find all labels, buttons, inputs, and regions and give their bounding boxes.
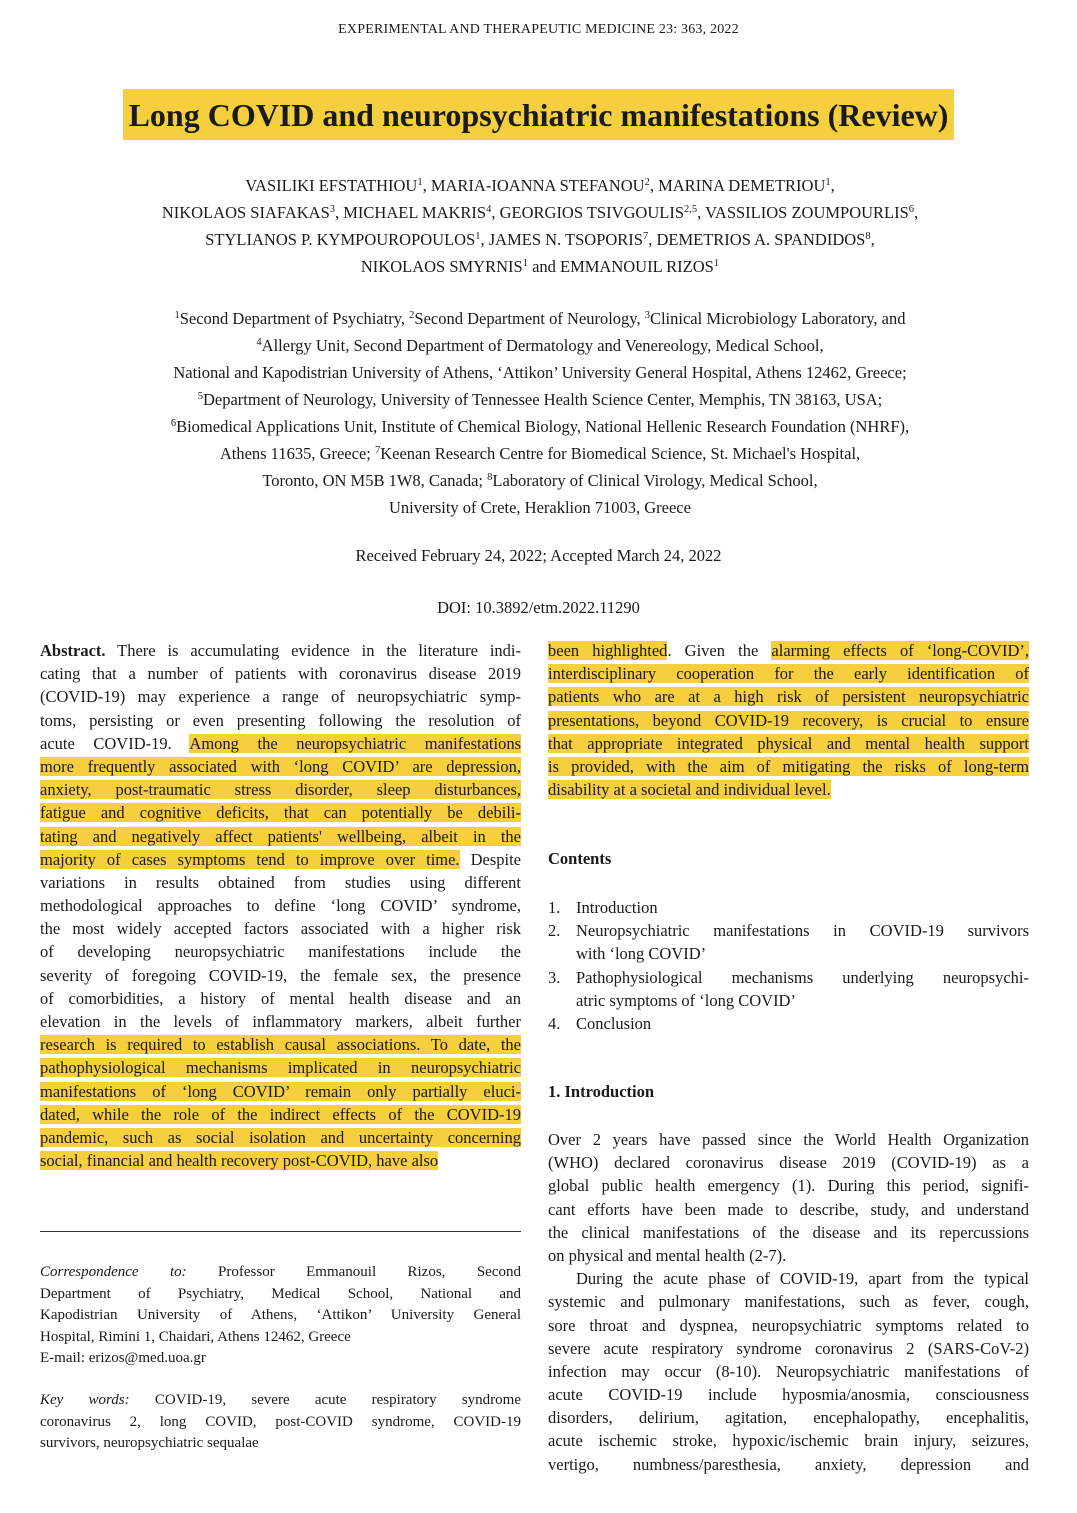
contents-item-text: Conclusion [576, 1013, 652, 1033]
correspondence-text: Kapodistrian University of Athens, ‘Attikon’ University General [40, 1307, 521, 1323]
abstract-text: toms, persisting or even presenting following the resolution of [40, 710, 521, 730]
highlighted-text: is provided, with the aim of mitigating the risks of long-term [548, 756, 1029, 776]
affiliation-mark: 1 [174, 310, 180, 321]
affiliation-mark: 6 [170, 418, 177, 429]
affiliation-line [40, 494, 1040, 521]
affiliation-text: Athens 11635, Greece; [219, 444, 375, 463]
abstract-line [40, 825, 521, 848]
abstract-line [40, 917, 521, 940]
abstract-line [40, 1149, 521, 1172]
author-name: STYLIANOS P. KYMPOUROPOULOS [205, 230, 476, 249]
introduction-line: severe acute respiratory syndrome coronavirus 2 (SARS-CoV-2) [548, 1338, 1029, 1358]
affiliation-mark: 8 [865, 231, 871, 242]
affiliation-line [40, 467, 1040, 494]
correspondence-line [40, 1348, 521, 1370]
abstract-text: cating that a number of patients with coronavirus disease 2019 [40, 664, 521, 684]
correspondence-line [40, 1284, 521, 1306]
abstract-label: Abstract. [40, 641, 106, 660]
highlighted-text: dated, while the role of the indirect effects of the COVID-19 [40, 1104, 521, 1124]
contents-item-text: Neuropsychiatric manifestations in COVID-19 survivors [576, 921, 1029, 941]
abstract-text: of comorbidities, a history of mental health disease and an [40, 988, 521, 1008]
abstract-line [40, 987, 521, 1010]
abstract-text: variations in results obtained from studies using different [40, 872, 521, 892]
affiliation-text: Keenan Research Centre for Biomedical Science, St. Michael's Hospital, [380, 444, 861, 463]
affiliation-text: Second Department of Psychiatry, [179, 309, 410, 328]
abstract-left-column [40, 639, 521, 1172]
highlighted-text: pandemic, such as social isolation and uncertainty concerning [40, 1127, 521, 1147]
highlighted-text: more frequently associated with ‘long COVID’ are depression, [40, 756, 521, 776]
keywords-line [40, 1433, 521, 1455]
affiliation-mark: 1 [522, 258, 528, 269]
affiliation-text: Second Department of Neurology, [414, 309, 645, 328]
abstract-line [548, 732, 1029, 755]
abstract-line [40, 1103, 521, 1126]
affiliation-line [40, 359, 1040, 386]
introduction-line: cant efforts have been made to describe, study, and understand [548, 1199, 1029, 1219]
introduction-line: acute COVID-19 include hyposmia/anosmia, consciousness [548, 1385, 1029, 1405]
abstract-line [548, 755, 1029, 778]
affiliation-text: University of Crete, Heraklion 71003, Greece [389, 498, 691, 517]
contents-item [548, 966, 1029, 1012]
affiliation-mark: 1 [475, 231, 481, 242]
author-line [40, 226, 1040, 253]
running-header: EXPERIMENTAL AND THERAPEUTIC MEDICINE 23: 363, 2022 [338, 22, 739, 37]
contents-item-text: with ‘long COVID’ [576, 944, 707, 964]
footnote-divider [40, 1231, 521, 1232]
introduction-body [548, 1128, 1029, 1476]
author-line [40, 172, 1040, 199]
affiliation-mark: 4 [256, 337, 262, 348]
introduction-line: acute ischemic stroke, hypoxic/ischemic brain injury, seizures, [548, 1431, 1029, 1451]
keywords-label: Key words: [40, 1392, 130, 1408]
affiliation-text: Clinical Microbiology Laboratory, and [649, 309, 906, 328]
abstract-line [40, 778, 521, 801]
introduction-line: sore throat and dyspnea, neuropsychiatric symptoms related to [548, 1315, 1029, 1335]
correspondence-text: Department of Psychiatry, Medical School, National and [40, 1285, 521, 1302]
author-list [40, 172, 1040, 280]
correspondence-line [40, 1262, 521, 1284]
author-name: , GEORGIOS TSIVGOULIS [491, 203, 685, 222]
abstract-line [40, 871, 521, 894]
keywords-text: COVID-19, severe acute respiratory syndrome [129, 1392, 521, 1408]
highlighted-text: Among the neuropsychiatric manifestations [189, 733, 521, 753]
author-name: , [830, 176, 835, 195]
affiliation-text: Laboratory of Clinical Virology, Medical School, [492, 471, 818, 490]
highlighted-text: majority of cases symptoms tend to improve over time. [40, 849, 460, 869]
highlighted-text: presentations, beyond COVID-19 recovery, is crucial to ensure [548, 710, 1029, 730]
author-name: , [870, 230, 875, 249]
contents-list [548, 896, 1029, 1035]
affiliation-mark: 6 [908, 204, 915, 215]
abstract-text: elevation in the levels of inflammatory markers, albeit further [40, 1012, 521, 1031]
abstract-line [40, 685, 521, 708]
affiliation-mark: 7 [374, 445, 381, 456]
contents-item [548, 919, 1029, 965]
author-name: NIKOLAOS SIAFAKAS [161, 203, 330, 222]
affiliation-line [40, 413, 1040, 440]
author-name: and EMMANOUIL RIZOS [527, 257, 714, 276]
abstract-text: Despite [459, 849, 521, 869]
abstract-line [40, 1126, 521, 1149]
highlighted-text: anxiety, post-traumatic stress disorder, sleep disturbances, [40, 780, 521, 800]
abstract-line [40, 1010, 521, 1033]
correspondence-text: E-mail: erizos@med.uoa.gr [40, 1350, 206, 1366]
abstract-line [40, 894, 521, 917]
correspondence-text: Professor Emmanouil Rizos, Second [186, 1264, 521, 1280]
abstract-text: acute COVID-19. [40, 733, 190, 753]
affiliation-line [40, 386, 1040, 413]
abstract-line [40, 964, 521, 987]
correspondence-text: Hospital, Rimini 1, Chaidari, Athens 12462, Greece [40, 1328, 351, 1345]
affiliations [40, 305, 1040, 521]
abstract-line [40, 1080, 521, 1103]
contents-item-number: 2. [548, 921, 561, 941]
introduction-line: on physical and mental health (2-7). [548, 1245, 787, 1265]
keywords-block [40, 1390, 521, 1455]
author-line [40, 253, 1040, 280]
author-name: , JAMES N. TSOPORIS [480, 230, 643, 249]
keywords-line [40, 1412, 521, 1434]
affiliation-mark: 5 [197, 391, 203, 402]
affiliation-mark: 2 [409, 310, 415, 321]
introduction-line: disorders, delirium, agitation, encephalopathy, encephalitis, [548, 1408, 1029, 1428]
contents-item [548, 1012, 1029, 1035]
introduction-line: (WHO) declared coronavirus disease 2019 (COVID-19) as a [548, 1153, 1029, 1173]
introduction-line: Over 2 years have passed since the World Health Organization [548, 1130, 1029, 1149]
abstract-text: (COVID-19) may experience a range of neuropsychiatric symp- [40, 687, 521, 707]
highlighted-text: tating and negatively affect patients' wellbeing, albeit in the [40, 826, 521, 846]
author-name: , MICHAEL MAKRIS [335, 203, 487, 222]
contents-item-text: atric symptoms of ‘long COVID’ [576, 990, 796, 1010]
abstract-line [548, 685, 1029, 708]
abstract-line [40, 662, 521, 685]
abstract-line [40, 848, 521, 871]
keywords-line [40, 1390, 521, 1412]
introduction-line: global public health emergency (1). During this period, signifi- [548, 1176, 1029, 1196]
abstract-line [548, 662, 1029, 685]
abstract-line [548, 709, 1029, 732]
highlighted-text: alarming effects of ‘long-COVID’, [771, 641, 1030, 660]
abstract-line [548, 639, 1029, 662]
introduction-heading: 1. Introduction [548, 1082, 655, 1101]
abstract-line [40, 940, 521, 963]
highlighted-text: pathophysiological mechanisms implicated in neuropsychiatric [40, 1058, 521, 1078]
introduction-line: infection may occur (8-10). Neuropsychiatric manifestations of [548, 1361, 1029, 1381]
paper-title: Long COVID and neuropsychiatric manifestations (Review) [123, 89, 955, 140]
keywords-text: coronavirus 2, long COVID, post-COVID syndrome, COVID-19 [40, 1413, 521, 1430]
abstract-right-column [548, 639, 1029, 801]
affiliation-text: Biomedical Applications Unit, Institute of Chemical Biology, National Hellenic Research Foundation (NHRF), [176, 417, 910, 436]
highlighted-text: disability at a societal and individual level. [548, 780, 831, 800]
introduction-line: the clinical manifestations of the disease and its repercussions [548, 1222, 1029, 1242]
correspondence-line [40, 1327, 521, 1349]
affiliation-mark: 2,5 [684, 204, 698, 215]
contents-item-number: 4. [548, 1013, 561, 1033]
highlighted-text: patients who are at a high risk of persistent neuropsychiatric [548, 687, 1029, 707]
affiliation-line [40, 305, 1040, 332]
highlighted-text: research is required to establish causal associations. [40, 1035, 421, 1055]
highlighted-text: To date, the [420, 1035, 521, 1055]
correspondence-label: Correspondence to: [40, 1264, 187, 1280]
author-name: NIKOLAOS SMYRNIS [360, 257, 523, 276]
author-name: , VASSILIOS ZOUMPOURLIS [697, 203, 909, 222]
contents-heading: Contents [548, 849, 612, 868]
abstract-text: the most widely accepted factors associated with a higher risk [40, 919, 521, 939]
abstract-line [40, 732, 521, 755]
author-line [40, 199, 1040, 226]
abstract-line [40, 1056, 521, 1079]
abstract-line [40, 755, 521, 778]
contents-item-text: Pathophysiological mechanisms underlying neuropsychi- [576, 967, 1029, 987]
contents-item [548, 896, 1029, 919]
author-name: VASILIKI EFSTATHIOU [245, 176, 418, 195]
correspondence-line [40, 1305, 521, 1327]
contents-item-number: 1. [548, 898, 561, 917]
abstract-line [548, 778, 1029, 801]
doi: DOI: 10.3892/etm.2022.11290 [437, 598, 640, 617]
author-name: , MARIA-IOANNA STEFANOU [422, 176, 645, 195]
abstract-text: . Given the [667, 641, 772, 660]
received-accepted-dates: Received February 24, 2022; Accepted March 24, 2022 [355, 546, 722, 565]
affiliation-mark: 4 [486, 204, 492, 215]
affiliation-mark: 7 [642, 231, 649, 242]
abstract-line [40, 1033, 521, 1056]
abstract-text: methodological approaches to define ‘long COVID’ syndrome, [40, 896, 521, 916]
affiliation-text: National and Kapodistrian University of Athens, ‘Attikon’ University General Hospital, Athens 12462, Greece; [173, 363, 907, 382]
introduction-line: During the acute phase of COVID-19, apart from the typical [576, 1269, 1029, 1289]
highlighted-text: fatigue and cognitive deficits, that can potentially be debili- [40, 803, 521, 823]
abstract-line [40, 639, 521, 662]
affiliation-text: Allergy Unit, Second Department of Dermatology and Venereology, Medical School, [261, 336, 824, 355]
highlighted-text: that appropriate integrated physical and mental health support [548, 733, 1029, 753]
affiliation-line [40, 332, 1040, 359]
abstract-text: There is accumulating evidence in the literature indi- [105, 641, 521, 660]
contents-item-text: Introduction [576, 898, 658, 917]
author-name: , DEMETRIOS A. SPANDIDOS [648, 230, 866, 249]
introduction-line: vertigo, numbness/paresthesia, anxiety, depression and [548, 1454, 1029, 1474]
abstract-text: severity of foregoing COVID-19, the female sex, the presence [40, 965, 521, 985]
highlighted-text: social, financial and health recovery post-COVID, have also [40, 1151, 439, 1171]
affiliation-mark: 8 [487, 472, 493, 483]
keywords-text: survivors, neuropsychiatric sequalae [40, 1435, 259, 1451]
affiliation-mark: 3 [329, 204, 335, 215]
affiliation-mark: 1 [417, 177, 423, 188]
highlighted-text: interdisciplinary cooperation for the early identification of [548, 664, 1029, 684]
affiliation-mark: 2 [644, 177, 650, 188]
author-name: , MARINA DEMETRIOU [649, 176, 826, 195]
abstract-line [40, 709, 521, 732]
affiliation-mark: 3 [644, 310, 650, 321]
abstract-text: of developing neuropsychiatric manifestations include the [40, 942, 521, 962]
affiliation-line [40, 440, 1040, 467]
author-name: , [914, 203, 919, 222]
abstract-line [40, 801, 521, 824]
highlighted-text: been highlighted [548, 641, 668, 660]
affiliation-mark: 1 [825, 177, 831, 188]
highlighted-text: manifestations of ‘long COVID’ remain only partially eluci- [40, 1081, 521, 1101]
affiliation-text: Department of Neurology, University of Tennessee Health Science Center, Memphis, TN 38163, USA; [202, 390, 883, 409]
correspondence-block [40, 1262, 521, 1370]
contents-item-number: 3. [548, 967, 561, 987]
affiliation-mark: 1 [713, 258, 720, 269]
affiliation-text: Toronto, ON M5B 1W8, Canada; [262, 471, 488, 490]
introduction-line: systemic and pulmonary manifestations, such as fever, cough, [548, 1292, 1029, 1312]
